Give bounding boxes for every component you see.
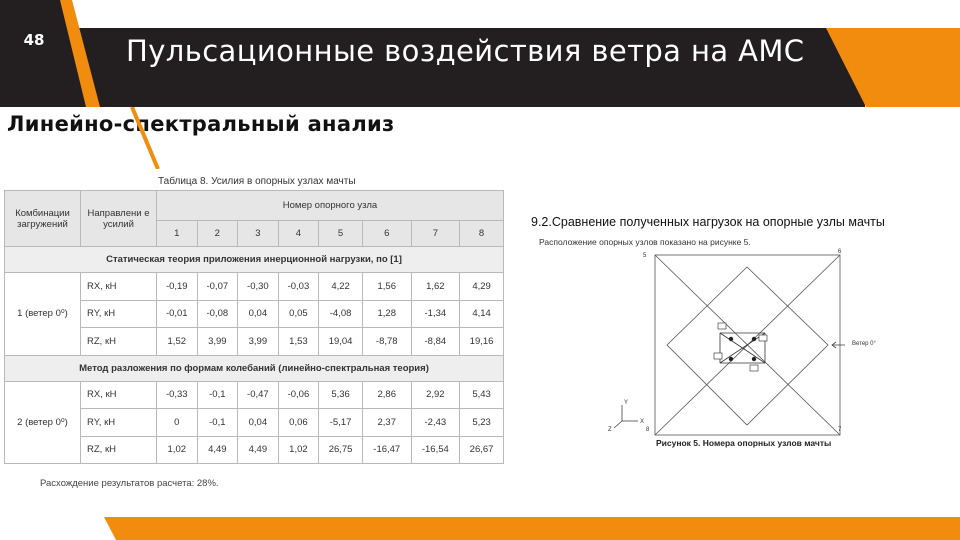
- value-cell: 2,92: [411, 381, 460, 409]
- mast-plan-figure: [600, 245, 850, 440]
- table-row: [5, 273, 504, 301]
- value-cell: 5,36: [319, 381, 363, 409]
- axis-label-x: X: [640, 419, 645, 425]
- value-cell: 0,05: [278, 300, 319, 328]
- value-cell: -1,34: [411, 300, 460, 328]
- table-footnote: Расхождение результатов расчета: 28%.: [40, 478, 219, 489]
- value-cell: -0,30: [238, 273, 279, 301]
- footer-accent-bar: [104, 517, 960, 540]
- section-title: Статическая теория приложения инерционной нагрузки, по [1]: [5, 247, 504, 273]
- value-cell: 0,06: [278, 409, 319, 437]
- combo-cell: 1 (ветер 0⁰): [5, 273, 81, 356]
- header-node: 2: [197, 221, 238, 247]
- value-cell: -16,54: [411, 436, 460, 464]
- value-cell: 2,86: [362, 381, 411, 409]
- value-cell: -0,06: [278, 381, 319, 409]
- support-node: [752, 357, 756, 361]
- support-node: [729, 337, 733, 341]
- axis-z-line: [614, 421, 622, 428]
- value-cell: -0,07: [197, 273, 238, 301]
- wind-label: Ветер 0°: [852, 341, 876, 347]
- value-cell: -0,47: [238, 381, 279, 409]
- figure-caption: Рисунок 5. Номера опорных узлов мачты: [656, 438, 832, 448]
- value-cell: 1,53: [278, 328, 319, 356]
- corner-label: 5: [643, 253, 647, 259]
- value-cell: 4,29: [460, 273, 504, 301]
- value-cell: 4,49: [238, 436, 279, 464]
- value-cell: 1,28: [362, 300, 411, 328]
- node-marker: [718, 323, 726, 329]
- decorative-diagonal: [110, 107, 160, 169]
- combo-cell: 2 (ветер 0⁰): [5, 381, 81, 464]
- value-cell: 5,23: [460, 409, 504, 437]
- header-node: 4: [278, 221, 319, 247]
- value-cell: -5,17: [319, 409, 363, 437]
- direction-cell: RX, кН: [81, 381, 157, 409]
- header-node: 7: [411, 221, 460, 247]
- value-cell: 0: [157, 409, 198, 437]
- direction-cell: RZ, кН: [81, 328, 157, 356]
- value-cell: 19,04: [319, 328, 363, 356]
- node-marker: [714, 353, 722, 359]
- header-node: 5: [319, 221, 363, 247]
- direction-cell: RY, кН: [81, 300, 157, 328]
- value-cell: 1,52: [157, 328, 198, 356]
- value-cell: -0,19: [157, 273, 198, 301]
- support-node: [729, 357, 733, 361]
- value-cell: 5,43: [460, 381, 504, 409]
- value-cell: -2,43: [411, 409, 460, 437]
- value-cell: 1,62: [411, 273, 460, 301]
- value-cell: 4,22: [319, 273, 363, 301]
- value-cell: 4,14: [460, 300, 504, 328]
- value-cell: 1,02: [157, 436, 198, 464]
- direction-cell: RX, кН: [81, 273, 157, 301]
- section-heading: 9.2.Сравнение полученных нагрузок на опорные узлы мачты: [531, 215, 885, 229]
- value-cell: 4,49: [197, 436, 238, 464]
- header-node: 8: [460, 221, 504, 247]
- corner-label: 7: [838, 427, 842, 433]
- value-cell: -8,78: [362, 328, 411, 356]
- value-cell: 1,02: [278, 436, 319, 464]
- axis-label-y: Y: [624, 400, 629, 406]
- value-cell: 3,99: [197, 328, 238, 356]
- node-marker: [750, 365, 758, 371]
- header-node: 3: [238, 221, 279, 247]
- value-cell: 0,04: [238, 300, 279, 328]
- corner-label: 6: [838, 249, 842, 255]
- value-cell: 1,56: [362, 273, 411, 301]
- table-row: [5, 381, 504, 409]
- value-cell: 19,16: [460, 328, 504, 356]
- node-marker: [759, 335, 767, 341]
- value-cell: -0,01: [157, 300, 198, 328]
- value-cell: -0,1: [197, 409, 238, 437]
- value-cell: 2,37: [362, 409, 411, 437]
- value-cell: -0,03: [278, 273, 319, 301]
- direction-cell: RY, кН: [81, 409, 157, 437]
- header-combo: Комбинации загружений: [5, 191, 81, 247]
- value-cell: 0,04: [238, 409, 279, 437]
- axis-label-z: Z: [608, 427, 612, 433]
- value-cell: -0,08: [197, 300, 238, 328]
- slide-title: Пульсационные воздействия ветра на АМС: [126, 34, 805, 68]
- value-cell: 26,75: [319, 436, 363, 464]
- value-cell: -0,33: [157, 381, 198, 409]
- header-direction: Направлени е усилий: [81, 191, 157, 247]
- value-cell: -16,47: [362, 436, 411, 464]
- value-cell: 26,67: [460, 436, 504, 464]
- header-node: 1: [157, 221, 198, 247]
- slide-subtitle: Линейно-спектральный анализ: [7, 112, 395, 136]
- value-cell: -8,84: [411, 328, 460, 356]
- value-cell: -0,1: [197, 381, 238, 409]
- support-node: [752, 337, 756, 341]
- value-cell: -4,08: [319, 300, 363, 328]
- corner-label: 8: [646, 427, 650, 433]
- header-node-group: Номер опорного узла: [157, 191, 504, 221]
- value-cell: 3,99: [238, 328, 279, 356]
- forces-table: [4, 190, 504, 464]
- section-note: Расположение опорных узлов показано на рисунке 5.: [539, 237, 751, 247]
- table-caption: Таблица 8. Усилия в опорных узлах мачты: [158, 176, 356, 187]
- direction-cell: RZ, кН: [81, 436, 157, 464]
- section-title: Метод разложения по формам колебаний (линейно-спектральная теория): [5, 355, 504, 381]
- slide-number: 48: [23, 31, 45, 49]
- header-node: 6: [362, 221, 411, 247]
